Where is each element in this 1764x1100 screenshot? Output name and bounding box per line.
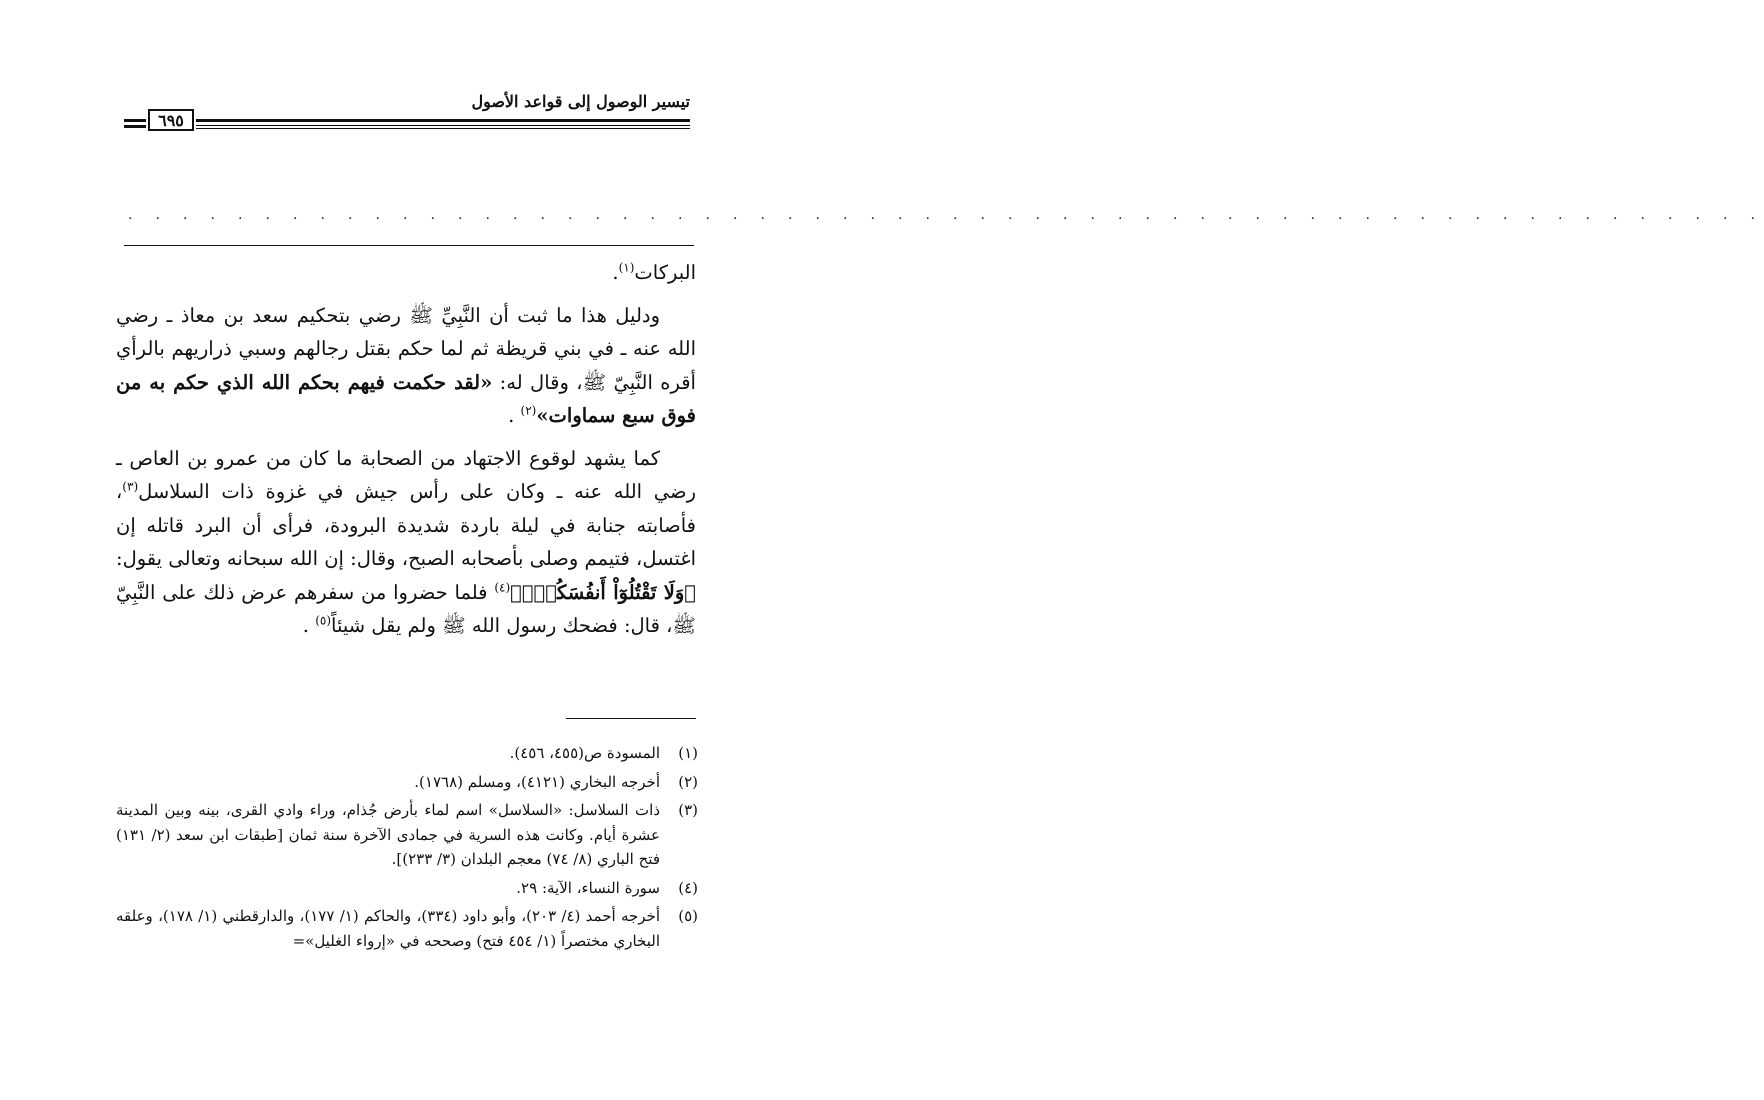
footnote-number: (٢) [678,772,698,791]
page-header [124,88,690,138]
footnote-number: (٣) [678,801,698,819]
footnote-text: أخرجه أحمد (٤/ ٢٠٣)، وأبو داود (٣٣٤)، والحاكم (١/ ١٧٧)، والدارقطني (١/ ١٧٨)، وعلقه البخاري مختصراً (١/ ٤٥٤ فتح) وصححه في «إرواء الغليل»= [116,907,660,950]
footnote-number: (١) [678,744,698,762]
footnote-separator [566,718,696,719]
paragraph-3-end: . [302,614,309,637]
header-rule-short [124,119,146,125]
footnote-item [116,741,698,766]
footnote-text: أخرجه البخاري (٤١٢١)، ومسلم (١٧٦٨). [414,772,660,791]
footnote-text: ذات السلاسل: «السلاسل» اسم لماء بأرض جُذام، وراء وادي القرى، بينه وبين المدينة عشرة أيام. وكانت هذه السرية في جمادى الآخرة سنة ثمان [طبقات ابن سعد (٢/ ١٣١) فتح الباري (٨/ ٧٤) معجم البلدان (٣/ ٢٣٣)]. [116,801,660,868]
paragraph-2 [116,299,696,433]
footnote-number: (٥) [678,907,698,925]
paragraph-3-text-c: فلما حضروا من سفرهم عرض ذلك على النَّبِيّ ﷺ، قال: فضحك رسول الله ﷺ ولم يقل شيئاً [116,580,696,637]
ellipsis-dots: . . . . . . . . . . . . . . . . . . . . . . . . . . . . . . . . . . . . . . . . . . . . . . . . . . . . . . . . . . . . [128,207,1764,223]
top-separator [124,245,694,246]
paragraph-2-end: . [508,404,515,427]
page-number: ٦٩٥ [148,109,194,131]
main-text [116,256,696,643]
footnote-item [116,770,698,795]
paragraph-3-text-a: كما يشهد لوقوع الاجتهاد من الصحابة ما كان من عمرو بن العاص ـ رضي الله عنه ـ وكان على رأس جيش في غزوة ذات السلاسل [116,446,696,503]
paragraph-3-text-b: ، فأصابته جنابة في ليلة باردة شديدة البرودة، فرأى أن البرد قاتله إن اغتسل، فتيمم وصلى بأصحابه الصبح، وقال: إن الله سبحانه وتعالى يقول: [116,480,696,570]
footnote-ref-4: (٤) [494,580,511,594]
footnote-ref-1: (١) [618,260,635,275]
footnote-ref-2: (٢) [520,403,537,418]
paragraph-3 [116,442,696,643]
book-title: تيسير الوصول إلى قواعد الأصول [471,92,690,111]
paragraph-1-text: البركات [634,261,696,284]
header-rule [196,119,690,126]
paragraph-1 [116,256,696,290]
footnote-ref-3: (٣) [122,479,139,494]
quran-verse: ﴿وَلَا تَقْتُلُوٓاْ أَنفُسَكُمْۚ﴾ [510,580,697,604]
paragraph-1-end: . [612,261,619,284]
paragraph-2-text: ودليل هذا ما ثبت أن النَّبِيِّ ﷺ رضي بتحكيم سعد بن معاذ ـ رضي الله عنه ـ في بني قريظة ثم لما حكم بقتل رجالهم وسبي ذراريهم بالرأي أقره النَّبِيّ ﷺ، وقال له: [116,303,696,394]
footnote-number: (٤) [678,878,698,897]
footnote-text: المسودة ص(٤٥٥، ٤٥٦). [509,744,660,762]
hadith-quote: «لقد حكمت فيهم بحكم الله الذي حكم به من فوق سبع سماوات» [116,370,696,427]
footnote-text: سورة النساء، الآية: ٢٩. [516,878,660,897]
footnote-item [116,876,698,901]
footnote-item [116,904,698,953]
footnote-item [116,798,698,872]
footnote-ref-5: (٥) [315,613,332,628]
footnotes [116,741,698,957]
